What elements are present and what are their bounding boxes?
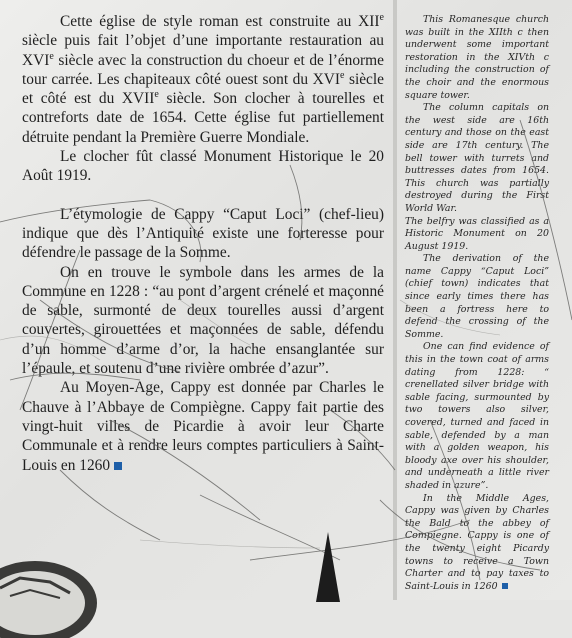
english-paragraph-3: The belfry was classified as a Historic Monument on 20 August 1919. (405, 215, 549, 252)
english-text (405, 14, 549, 593)
french-paragraph-1: Cette église de style roman est construite au XIIe siècle puis fait l’objet d’une importante restauration au XVIe siècle avec la construction du choeur et de l’énorme tour carrée. Les chapiteaux côté ouest sont du XVIe siècle et côté est du XVIIe siècle. Son clocher à tourelles et contreforts date de 1654. Cette église fut partiellement détruite pendant la Première Guerre Mondiale. (22, 11, 384, 146)
french-paragraph-5: Au Moyen-Age, Cappy est donnée par Charles le Chauve à l’Abbaye de Compiègne. Cappy fait partie des vingt-huit villes de Picardie à avoir leur Charte Communale et à rendre leurs comptes particuliers à Saint-Louis en 1260 (22, 379, 384, 474)
end-square-icon (502, 583, 508, 589)
french-paragraph-3: L’étymologie de Cappy “Caput Loci” (chef-lieu) indique que dès l’Antiquité existe une forteresse pour défendre le passage de la Somme. (22, 205, 384, 262)
english-paragraph-5: One can find evidence of this in the town coat of arms dating from 1228: “ crenellated silver bridge with sable facing, surmounted by two towers also silver, covered, turned and faced in sable, defended by a man with a golden weapon, his bloody axe over his shoulder, and underneath a little river shaded in azure”. (405, 341, 549, 491)
column-divider (393, 0, 397, 600)
french-paragraph-4: On en trouve le symbole dans les armes de la Commune en 1228 : “au pont d’argent crénelé et maçonné de sable, surmonté de deux tourelles aussi d’argent couvertes, girouettées et maçonnées de sable, défendu d’un homme d’arme d’or, la hache ensanglantée sur l’épaule, et soutenu d’une rivière ombrée d’azur”. (22, 263, 384, 378)
english-paragraph-6: In the Middle Ages, Cappy was given by Charles the Bald to the abbey of Compiegne. Cappy is one of the twenty eight Picardy towns to receive a Town Charter and to pay taxes to Saint-Louis in 1260 (405, 492, 549, 592)
french-text (22, 12, 384, 475)
end-square-icon (114, 462, 122, 470)
english-paragraph-4: The derivation of the name Cappy “Caput Loci” (chief town) indicates that since early times there has been a fortress here to defend the crossing of the Somme. (405, 253, 549, 340)
church-spire-icon (310, 532, 346, 602)
coat-of-arms-emblem-icon (0, 548, 100, 638)
english-paragraph-1: This Romanesque church was built in the XIIth c then underwent some important restoration in the XIVth c including the construction of the choir and the enormous square tower. (405, 14, 549, 101)
english-paragraph-2: The column capitals on the west side are 16th century and those on the east side are 17th century. The bell tower with turrets and buttresses dates from 1654. This church was partially destroyed during the First World War. (405, 102, 549, 214)
french-paragraph-2: Le clocher fût classé Monument Historique le 20 Août 1919. (22, 148, 384, 185)
